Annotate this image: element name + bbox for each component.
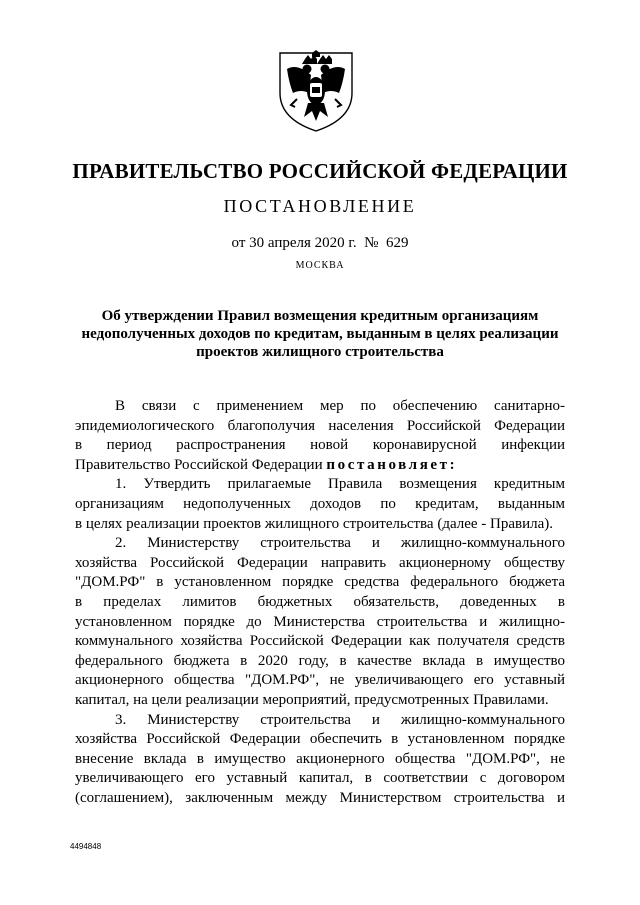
document-type: ПОСТАНОВЛЕНИЕ [223,196,417,216]
resolution-keyword: постановляет: [326,456,458,473]
body-line: 1. Утвердить прилагаемые Правила возмещения кредитным [115,476,565,493]
body-line: эпидемиологического благополучия населения Российской Федерации [75,417,565,434]
subject-line: Об утверждении Правил возмещения кредитным организациям [101,308,539,324]
body-line: внесение вклада в имущество акционерного общества "ДОМ.РФ", не [75,750,565,767]
body-line: 2. Министерству строительства и жилищно-коммунального [115,535,565,552]
body-line: в период распространения новой коронавирусной инфекции [75,437,565,454]
body-line: (соглашением), заключенным между Министерством строительства и [75,789,565,806]
document-code: 4494848 [70,842,102,851]
coat-of-arms-emblem-icon [275,49,357,133]
document-city: МОСКВА [295,260,345,271]
body-line: хозяйства Российской Федерации направить акционерному обществу [75,554,565,571]
body-line: увеличивающего его уставный капитал, в соответствии с договором [75,770,565,787]
subject-line: проектов жилищного строительства [196,344,444,360]
body-line: в пределах лимитов бюджетных обязательств, доведенных в [75,593,565,610]
body-line: "ДОМ.РФ" в установленном порядке средства федерального бюджета [75,574,565,591]
body-line: организациям недополученных доходов по кредитам, выданным [75,495,565,512]
body-line: 3. Министерству строительства и жилищно-коммунального [115,711,565,728]
document-body [75,397,565,808]
subject-line: недополученных доходов по кредитам, выданным в целях реализации [81,326,559,342]
body-line: федерального бюджета в 2020 году, в качестве вклада в имущество [75,652,565,669]
body-line: хозяйства Российской Федерации обеспечить в установленном порядке [75,731,565,748]
document-subject [60,307,580,361]
body-line-text: Правительство Российской Федерации [75,456,327,473]
body-line: акционерного общества "ДОМ.РФ", не увеличивающего его уставный [75,672,565,689]
body-line: в целях реализации проектов жилищного строительства (далее - Правила). [75,515,554,532]
government-title: ПРАВИТЕЛЬСТВО РОССИЙСКОЙ ФЕДЕРАЦИИ [72,159,568,183]
body-line: коммунального хозяйства Российской Федерации как получателя средств [75,633,565,650]
document-date-number: от 30 апреля 2020 г. № 629 [231,235,409,251]
body-line: В связи с применением мер по обеспечению санитарно- [115,398,565,414]
body-line: установленном порядке до Министерства строительства и жилищно- [75,613,565,630]
body-line: капитал, на цели реализации мероприятий, предусмотренных Правилами. [75,691,549,708]
body-line [75,456,565,476]
